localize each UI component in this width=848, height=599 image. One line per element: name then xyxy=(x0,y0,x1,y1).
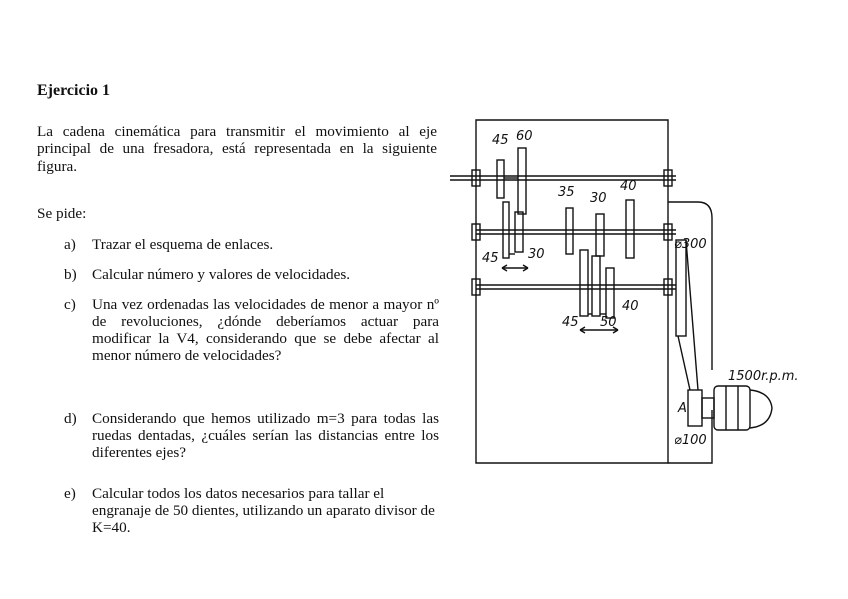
pulley-100 xyxy=(688,390,702,426)
question-label: c) xyxy=(64,296,76,313)
exercise-intro: La cadena cinemática para transmitir el movimiento al eje principal de una fresadora, está representada en la siguiente figura. xyxy=(37,123,437,175)
pulley-300 xyxy=(676,240,686,336)
question-c xyxy=(64,296,439,364)
pulley-300-label: ⌀300 xyxy=(674,237,707,252)
question-a xyxy=(64,236,439,253)
gear-45-label: 45 xyxy=(562,315,579,330)
gear-60-shaft1 xyxy=(518,148,526,214)
question-text: Una vez ordenadas las velocidades de menor a mayor nº de revoluciones, ¿dónde deberíamos actuar para modificar la V4, considerando que se debe afectar al menor número de velocidades? xyxy=(92,296,439,364)
question-text: Calcular número y valores de velocidades. xyxy=(92,266,351,283)
question-b xyxy=(64,266,439,283)
gearbox-diagram xyxy=(440,90,820,480)
rpm-label: 1500r.p.m. xyxy=(728,369,799,384)
gear-45-label: 45 xyxy=(492,133,509,148)
gearbox-housing xyxy=(476,120,668,463)
question-text: Considerando que hemos utilizado m=3 para todas las ruedas dentadas, ¿cuáles serían las distancias entre los diferentes ejes? xyxy=(92,410,439,461)
question-text: Calcular todos los datos necesarios para tallar el engranaje de 50 dientes, utilizando un aparato divisor de K=40. xyxy=(92,485,435,536)
gear-50-shaft3 xyxy=(592,256,600,316)
gear-45-label: 45 xyxy=(482,251,499,266)
belt xyxy=(678,336,690,390)
pulley-100-label: ⌀100 xyxy=(674,433,707,448)
gear-60-label: 60 xyxy=(516,129,533,144)
exercise-title: Ejercicio 1 xyxy=(37,82,111,99)
gear-35-label: 35 xyxy=(558,185,575,200)
question-e xyxy=(64,485,624,536)
gear-30-label: 30 xyxy=(528,247,545,262)
gear-30-label: 30 xyxy=(590,191,607,206)
question-label: b) xyxy=(64,266,77,283)
gear-30-shaft2 xyxy=(515,212,523,252)
motor-a-label: A xyxy=(678,401,687,416)
se-pide-label: Se pide: xyxy=(37,205,87,222)
gear-30b-shaft2 xyxy=(596,214,604,256)
gear-50-label: 50 xyxy=(600,315,617,330)
question-label: a) xyxy=(64,236,76,253)
gear-40-label: 40 xyxy=(622,299,639,314)
gear-40-shaft3 xyxy=(606,268,614,318)
gear-35-shaft2 xyxy=(566,208,573,254)
question-label: d) xyxy=(64,410,77,427)
question-d xyxy=(64,410,439,461)
gear-40-label: 40 xyxy=(620,179,637,194)
gear-45-shaft3 xyxy=(580,250,588,316)
gear-45-shaft1 xyxy=(497,160,504,198)
question-text: Trazar el esquema de enlaces. xyxy=(92,236,274,253)
gear-40-shaft2 xyxy=(626,200,634,258)
question-label: e) xyxy=(64,485,76,502)
